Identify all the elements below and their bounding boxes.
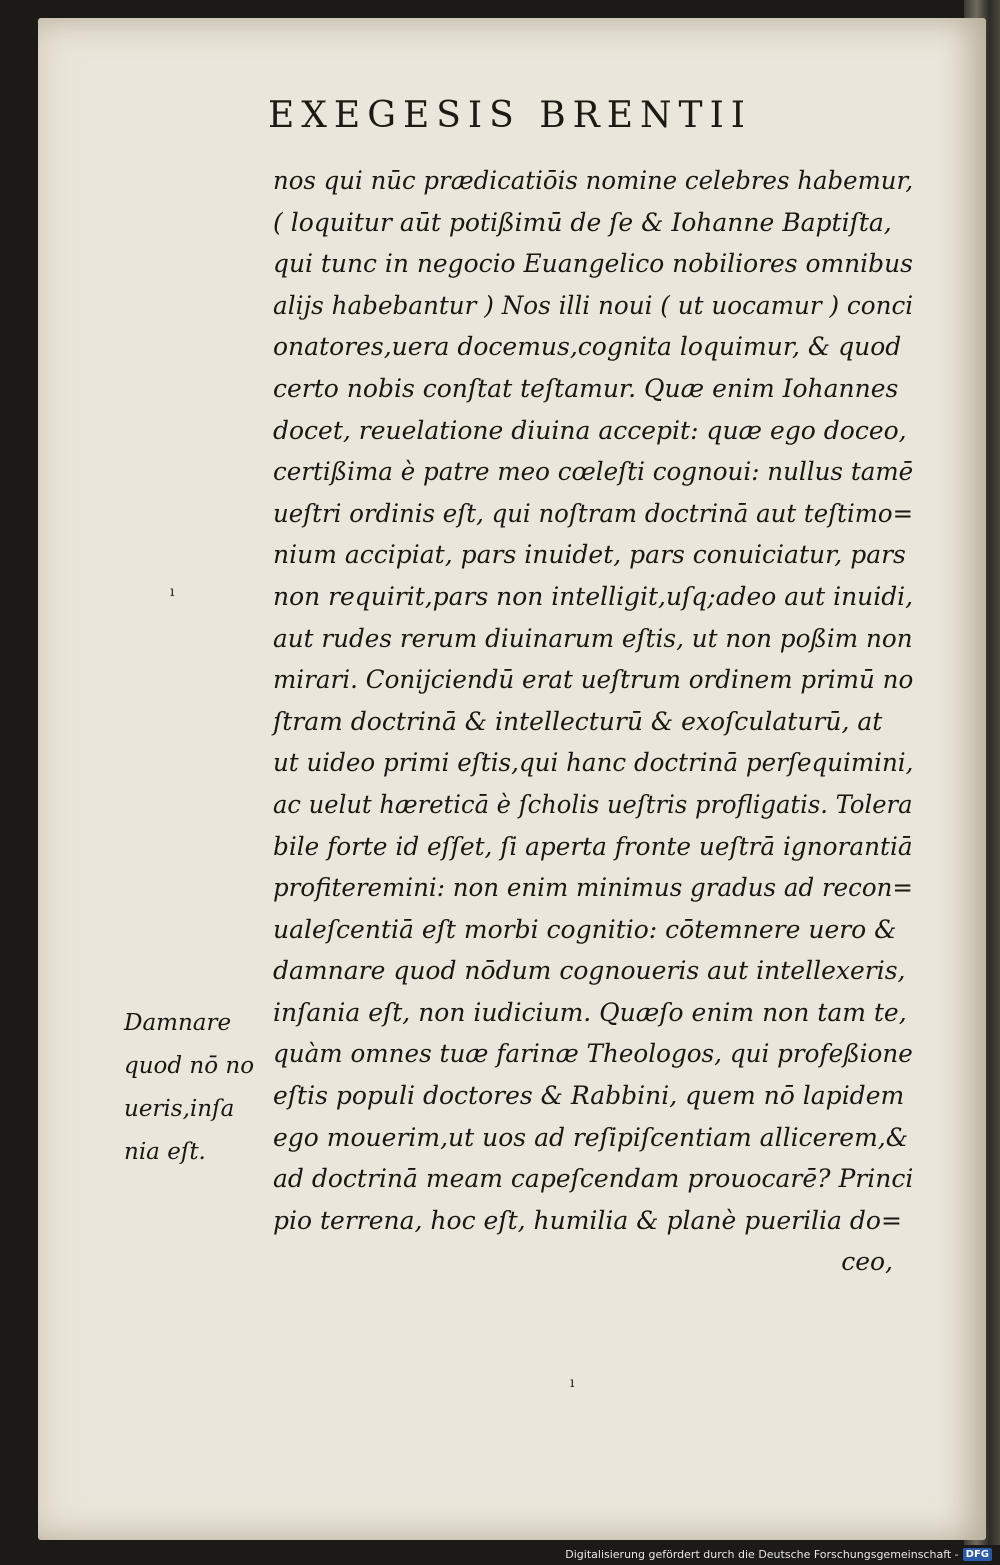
margin-note-line: ueris,inſa — [124, 1096, 235, 1122]
margin-note-line: nia eſt. — [124, 1139, 206, 1165]
credit-text: Digitalisierung gefördert durch die Deutsche Forschungsgemeinschaft - — [565, 1547, 959, 1561]
text-line: quàm omnes tuæ farinæ Theologos, qui profeßione — [273, 1039, 913, 1069]
text-line: mirari. Conijciendū erat ueſtrum ordinem primū no — [273, 665, 914, 695]
text-line: nium accipiat, pars inuidet, pars conuiciatur, pars — [273, 540, 906, 570]
text-line: ( loquitur aūt potißimū de ſe & Iohanne Baptiſta, — [273, 207, 892, 237]
text-line: ego mouerim,ut uos ad reſipiſcentiam allicerem,& — [273, 1122, 909, 1152]
marginal-note — [124, 1002, 274, 1174]
text-line: ad doctrinā meam capeſcendam prouocarē? Princi — [273, 1164, 914, 1194]
text-line: ac uelut hæreticā è ſcholis ueſtris profligatis. Tolera — [273, 789, 913, 819]
text-line: certo nobis conſtat teſtamur. Quæ enim Iohannes — [273, 373, 899, 403]
text-line: eſtis populi doctores & Rabbini, quem nō lapidem — [273, 1081, 905, 1111]
text-line: ſtram doctrinā & intellecturū & exoſculaturū, at — [273, 706, 883, 736]
text-line: nos qui nūc prædicatiōis nomine celebres habemur, — [273, 166, 914, 195]
text-line: bile forte id eſſet, ſi aperta fronte ueſtrā ignorantiā — [273, 831, 913, 861]
text-line: pio terrena, hoc eſt, humilia & planè puerilia do= — [273, 1205, 902, 1235]
dfg-logo: DFG — [963, 1548, 992, 1561]
text-line: profiteremini: non enim minimus gradus ad recon= — [273, 873, 913, 903]
text-line: inſania eſt, non iudicium. Quæſo enim non tam te, — [273, 997, 907, 1027]
main-text-block — [273, 160, 913, 1283]
margin-note-line: quod nō no — [124, 1053, 255, 1079]
catchword: ceo, — [841, 1247, 893, 1277]
text-line: damnare quod nōdum cognoueris aut intellexeris, — [273, 956, 906, 986]
text-line: onatores,uera docemus,cognita loquimur, & quod — [273, 332, 902, 362]
text-line: ut uideo primi eſtis,qui hanc doctrinā perſequimini, — [273, 748, 914, 778]
ink-speck: ı — [570, 1375, 575, 1391]
text-line: certißima è patre meo cœleſti cognoui: nullus tamē — [273, 457, 914, 487]
text-line: alijs habebantur ) Nos illi noui ( ut uocamur ) conci — [273, 290, 914, 320]
text-line: aut rudes rerum diuinarum eſtis, ut non poßim non — [273, 623, 913, 653]
text-line: qui tunc in negocio Euangelico nobiliores omnibus — [273, 249, 913, 279]
text-line: ualeſcentiā eſt morbi cognitio: cōtemnere uero & — [273, 914, 897, 944]
running-head: EXEGESIS BRENTII — [268, 95, 753, 136]
text-line: ueſtri ordinis eſt, qui noſtram doctrinā aut teſtimo= — [273, 498, 914, 528]
ink-speck: ı — [170, 584, 175, 600]
margin-note-line: Damnare — [124, 1010, 232, 1036]
text-line: non requirit,pars non intelligit,uſq;adeo aut inuidi, — [273, 581, 914, 611]
text-line: docet, reuelatione diuina accepit: quæ ego doceo, — [273, 415, 907, 445]
digitization-credit — [565, 1545, 992, 1563]
